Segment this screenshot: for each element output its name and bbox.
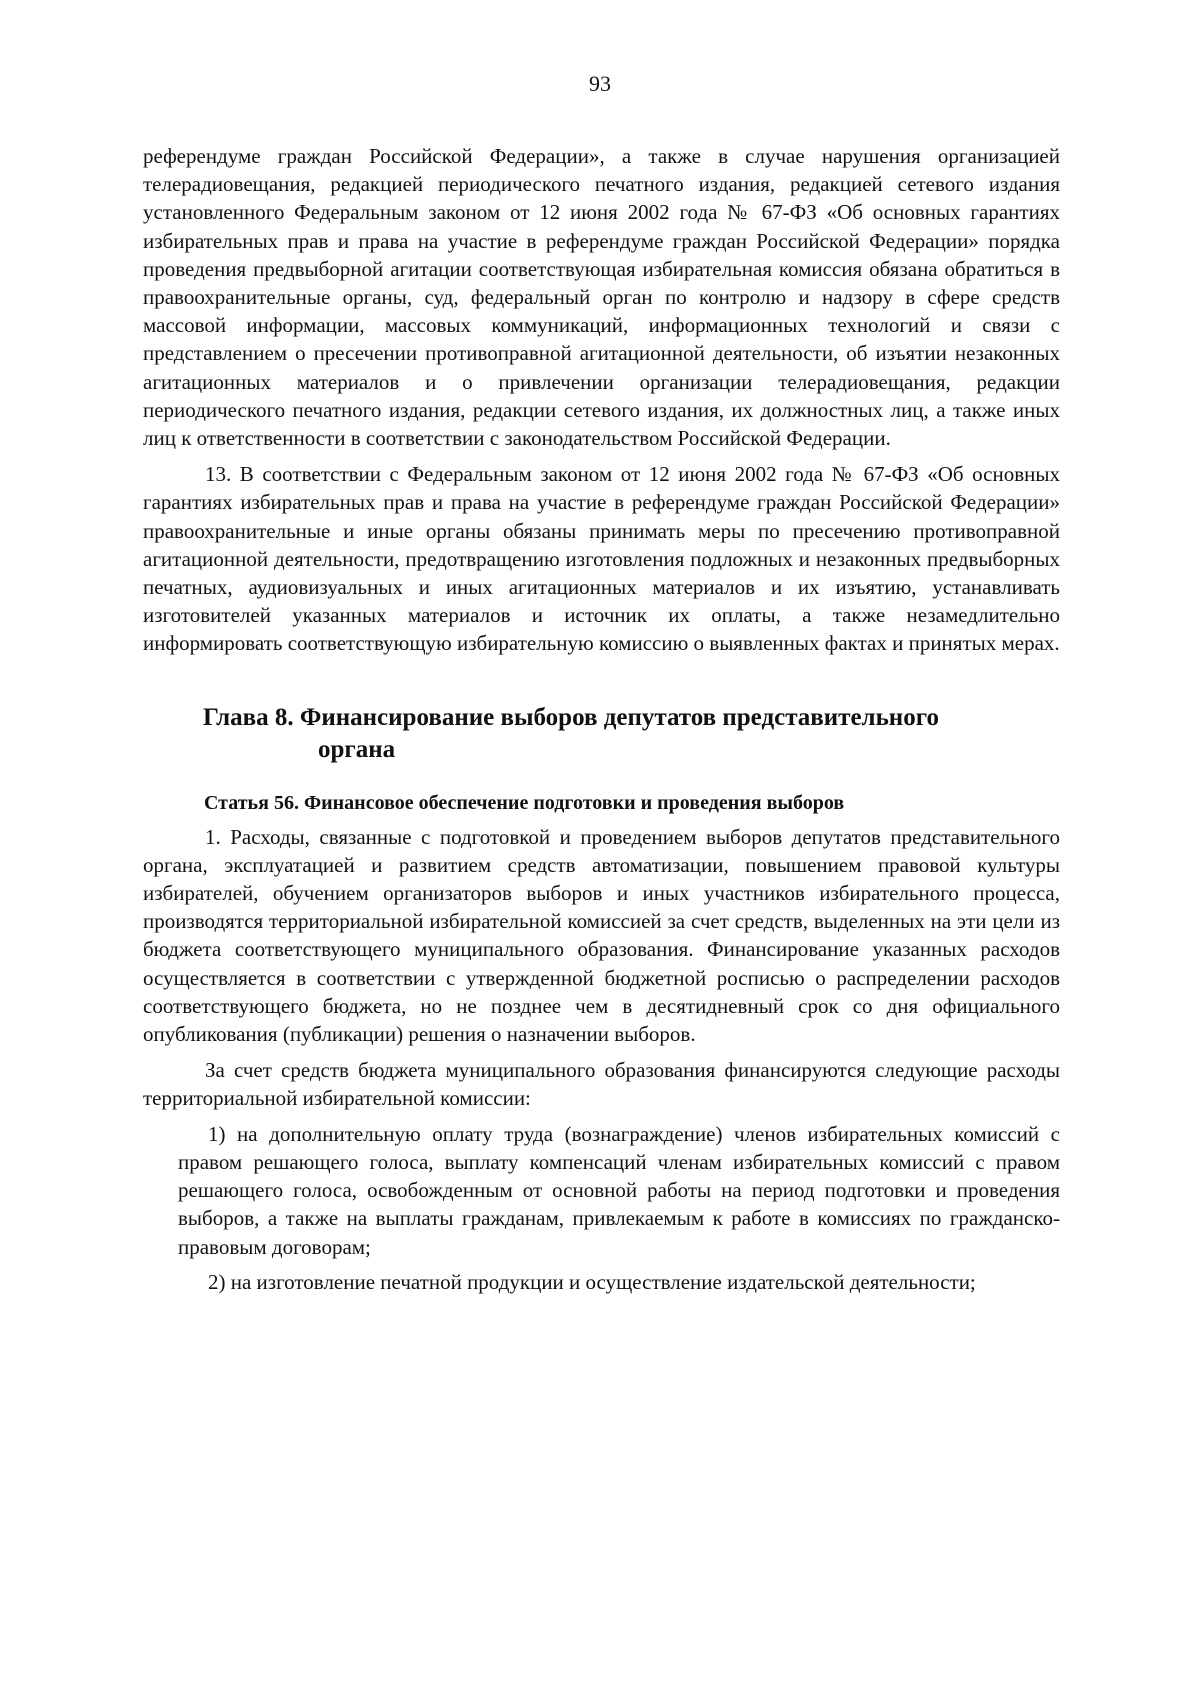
paragraph-article-item-1: 1. Расходы, связанные с подготовкой и проведением выборов депутатов представительного органа, эксплуатацией и развитием средств автоматизации, повышением правовой культуры избирателей, обучением организаторов выборов и иных участников избирательного процесса, производятся территориальной избирательной комиссией за счет средств, выделенных на эти цели из бюджета соответствующего муниципального образования. Финансирование указанных расходов осуществляется в соответствии с утвержденной бюджетной росписью о распределении расходов соответствующего бюджета, но не позднее чем в десятидневный срок со дня официального опубликования (публикации) решения о назначении выборов. — [143, 824, 1060, 1047]
chapter-heading — [143, 702, 1060, 766]
chapter-title-line-1: Глава 8. Финансирование выборов депутатов представительного — [203, 703, 939, 731]
paragraph-item-13: 13. В соответствии с Федеральным законом от 12 июня 2002 года № 67-ФЗ «Об основных гарантиях избирательных прав и права на участие в референдуме граждан Российской Федерации» правоохранительные и иные органы обязаны принимать меры по пресечению противоправной агитационной деятельности, предотвращению изготовления подложных и незаконных предвыборных печатных, аудиовизуальных и иных агитационных материалов и их изъятию, устанавливать изготовителей указанных материалов и источник их оплаты, а также незамедлительно информировать соответствующую избирательную комиссию о выявленных фактах и принятых мерах. — [143, 462, 1060, 656]
list-item-1: 1) на дополнительную оплату труда (вознаграждение) членов избирательных комиссий с правом решающего голоса, выплату компенсаций членам избирательных комиссий с правом решающего голоса, освобожденным от основной работы на период подготовки и проведения выборов, а также на выплаты гражданам, привлекаемым к работе в комиссиях по гражданско-правовым договорам; — [178, 1121, 1060, 1259]
chapter-title-line-2: органа — [318, 735, 396, 763]
list-item-2: 2) на изготовление печатной продукции и осуществление издательской деятельности; — [208, 1269, 976, 1294]
paragraph-continuation: референдуме граждан Российской Федерации», а также в случае нарушения организацией телерадиовещания, редакцией периодического печатного издания, редакцией сетевого издания установленного Федеральным законом от 12 июня 2002 года № 67-ФЗ «Об основных гарантиях избирательных прав и права на участие в референдуме граждан Российской Федерации» порядка проведения предвыборной агитации соответствующая избирательная комиссия обязана обратиться в правоохранительные органы, суд, федеральный орган по контролю и надзору в сфере средств массовой информации, массовых коммуникаций, информационных технологий и связи с представлением о пресечении противоправной агитационной деятельности, об изъятии незаконных агитационных материалов и о привлечении организации телерадиовещания, редакции периодического печатного издания, редакции сетевого издания, их должностных лиц, а также иных лиц к ответственности в соответствии с законодательством Российской Федерации. — [143, 144, 1060, 451]
page-number: 93 — [589, 71, 611, 96]
paragraph-financing-intro: За счет средств бюджета муниципального образования финансируются следующие расходы территориальной избирательной комиссии: — [143, 1058, 1060, 1111]
document-body — [143, 142, 1060, 1296]
article-heading: Статья 56. Финансовое обеспечение подготовки и проведения выборов — [204, 791, 845, 814]
